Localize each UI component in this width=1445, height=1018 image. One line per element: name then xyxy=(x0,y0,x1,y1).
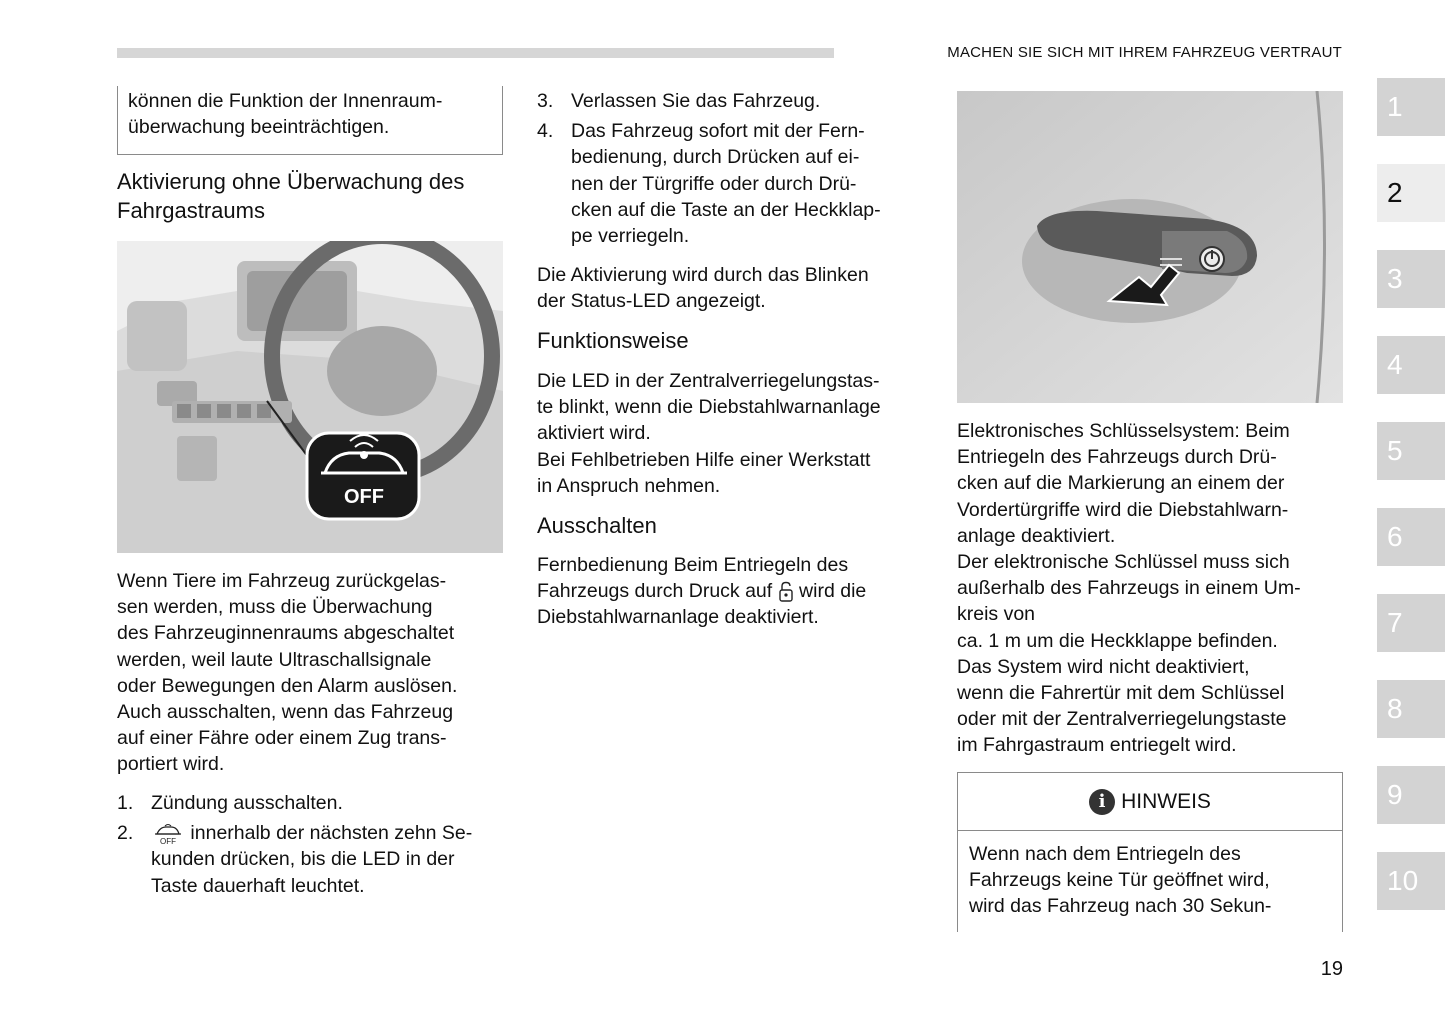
chapter-tab-5[interactable]: 5 xyxy=(1377,422,1445,480)
step-text: innerhalb der nächsten zehn Se- xyxy=(185,822,473,845)
step-number: 4. xyxy=(537,120,554,143)
text-line: Fernbedienung Beim Entriegeln des xyxy=(537,554,849,576)
chapter-tab-7[interactable]: 7 xyxy=(1377,594,1445,652)
chapter-tab-6[interactable]: 6 xyxy=(1377,508,1445,566)
text-line: Wenn Tiere im Fahrzeug zurückgelas- xyxy=(117,570,447,592)
text-line: sen werden, muss die Überwachung xyxy=(117,596,433,619)
step-number: 2. xyxy=(117,822,134,845)
chapter-tab-2[interactable]: 2 xyxy=(1377,164,1445,222)
unlock-icon xyxy=(778,581,794,603)
section-heading-off: Ausschalten xyxy=(537,513,657,538)
text-line: Die Aktivierung wird durch das Blinken xyxy=(537,264,869,286)
text-line: auf einer Fähre oder einem Zug trans- xyxy=(117,727,447,750)
off-paragraph xyxy=(537,552,929,631)
text-line: Die LED in der Zentralverriegelungstas- xyxy=(537,370,880,392)
section-heading-activation xyxy=(117,167,507,225)
step-text: nen der Türgriffe oder durch Drü- xyxy=(571,172,857,195)
step-text: Zündung ausschalten. xyxy=(151,792,343,814)
text-line: der Status-LED angezeigt. xyxy=(537,290,766,313)
icon-off-text: OFF xyxy=(160,837,176,847)
chapter-title: MACHEN SIE SICH MIT IHREM FAHRZEUG VERTRAUT xyxy=(947,44,1342,61)
step-number: 1. xyxy=(117,792,134,814)
off-label: OFF xyxy=(344,486,384,508)
info-icon: i xyxy=(1089,789,1115,815)
text-line: Das System wird nicht deaktiviert, xyxy=(957,655,1250,678)
text-line: te blinkt, wenn die Diebstahlwarnanlage xyxy=(537,396,881,419)
text-line: oder mit der Zentralverriegelungstaste xyxy=(957,708,1287,731)
step-text: pe verriegeln. xyxy=(571,225,690,248)
text-line: Diebstahlwarnanlage deaktiviert. xyxy=(537,606,819,629)
note-box xyxy=(957,772,1343,932)
note-body xyxy=(958,831,1342,930)
text-line: Der elektronische Schlüssel muss sich xyxy=(957,551,1290,574)
text-line: oder Bewegungen den Alarm auslösen. xyxy=(117,674,458,697)
door-handle-illustration xyxy=(957,91,1343,403)
section-heading-function: Funktionsweise xyxy=(537,328,689,353)
text-line: Entriegeln des Fahrzeugs durch Drü- xyxy=(957,446,1277,469)
text-line: wenn die Fahrertür mit dem Schlüssel xyxy=(957,682,1285,705)
step-text: Das Fahrzeug sofort mit der Fern- xyxy=(571,120,865,143)
text-line: des Fahrzeuginnenraums abgeschaltet xyxy=(117,622,455,645)
note-header xyxy=(958,773,1342,831)
steps-list-1 xyxy=(117,790,507,903)
list-item xyxy=(537,88,929,114)
text-line: außerhalb des Fahrzeugs in einem Um- xyxy=(957,577,1301,600)
continued-warning-box xyxy=(117,86,503,155)
text-line: cken auf die Markierung an einem der xyxy=(957,472,1285,495)
box-line: überwachung beeinträchtigen. xyxy=(128,116,390,139)
text-line: werden, weil laute Ultraschallsignale xyxy=(117,648,432,671)
text-line: Elektronisches Schlüsselsystem: Beim xyxy=(957,420,1290,442)
heading-line: Aktivierung ohne Überwachung des xyxy=(117,169,465,194)
step-text: bedienung, durch Drücken auf ei- xyxy=(571,146,860,169)
text-line: Auch ausschalten, wenn das Fahrzeug xyxy=(117,701,454,724)
text-line: portiert wird. xyxy=(117,753,225,776)
steps-list-2 xyxy=(537,88,929,253)
text-line: ca. 1 m um die Heckklappe befinden. xyxy=(957,629,1278,652)
chapter-tab-4[interactable]: 4 xyxy=(1377,336,1445,394)
step-number: 3. xyxy=(537,90,554,112)
chapter-tab-10[interactable]: 10 xyxy=(1377,852,1445,910)
text-line: aktiviert wird. xyxy=(537,422,651,445)
text-line: Fahrzeugs durch Druck auf wird die xyxy=(537,580,867,603)
text-line: kreis von xyxy=(957,603,1036,626)
header-rule xyxy=(117,48,834,58)
chapter-tab-3[interactable]: 3 xyxy=(1377,250,1445,308)
text-line: Wenn nach dem Entriegeln des xyxy=(969,843,1241,865)
text-line: Bei Fehlbetrieben Hilfe einer Werkstatt xyxy=(537,448,871,471)
function-paragraph xyxy=(537,368,929,499)
pets-paragraph xyxy=(117,568,507,778)
note-title: HINWEIS xyxy=(1121,789,1211,813)
box-line: können die Funktion der Innenraum- xyxy=(128,90,443,112)
text-line: im Fahrgastraum entriegelt wird. xyxy=(957,734,1237,757)
chapter-tab-9[interactable]: 9 xyxy=(1377,766,1445,824)
heading-line: Fahrgastraums xyxy=(117,198,265,223)
text-line: Fahrzeugs keine Tür geöffnet wird, xyxy=(969,869,1270,892)
page-number: 19 xyxy=(1320,958,1343,980)
step-text: Taste dauerhaft leuchtet. xyxy=(151,874,365,897)
step-text: kunden drücken, bis die LED in der xyxy=(151,848,455,871)
dashboard-illustration xyxy=(117,241,503,553)
step-text: Verlassen Sie das Fahrzeug. xyxy=(571,90,821,112)
chapter-tab-1[interactable]: 1 xyxy=(1377,78,1445,136)
door-handle-figure xyxy=(957,91,1343,403)
step-text: cken auf die Taste an der Heckklap- xyxy=(571,198,881,221)
list-item xyxy=(117,790,507,816)
list-item xyxy=(117,820,507,899)
text-line: wird das Fahrzeug nach 30 Sekun- xyxy=(969,895,1272,918)
activation-paragraph xyxy=(537,262,929,314)
alarm-off-icon xyxy=(151,822,185,846)
list-item xyxy=(537,118,929,249)
text-line: in Anspruch nehmen. xyxy=(537,474,721,497)
text-line: anlage deaktiviert. xyxy=(957,524,1116,547)
chapter-tab-8[interactable]: 8 xyxy=(1377,680,1445,738)
keyless-paragraph xyxy=(957,418,1347,759)
dashboard-figure xyxy=(117,241,503,553)
text-line: Vordertürgriffe wird die Diebstahlwarn- xyxy=(957,498,1289,521)
